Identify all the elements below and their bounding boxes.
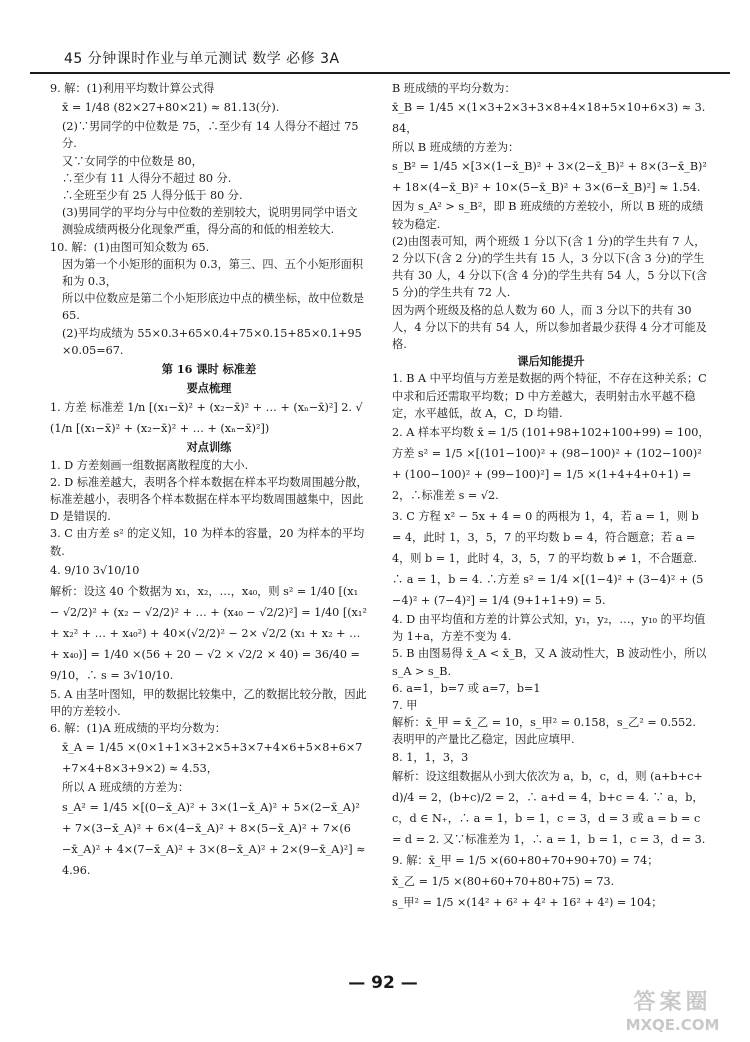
- q6-part2: (2)由图表可知，两个班级 1 分以下(含 1 分)的学生共有 7 人，2 分以下(含 2 分)的学生共有 15 人，3 分以下(含 3 分)的学生共有 30 人，4 分以下(含 4 分)的学生共有 54 人，5 分以下(含 5 分)的学生共有 72 人.: [392, 234, 708, 300]
- after-8-analysis: 解析：设这组数据从小到大依次为 a，b，c，d，则 (a+b+c+d)/4 = 2，(b+c)/2 = 2，∴ a+d = 4，b+c = 4. ∵ a，b，c，d ∈ N₊，∴ a = 1，b = 1，c = 3，d = 3 或 a = b = c = d = 2. 又∵标准差为 1，∴ a = 1，b = 1，c = 3，d = 3.: [392, 769, 706, 846]
- section-practice: 对点训练: [186, 440, 232, 455]
- practice-6-mean-a: x̄_A = 1/45 ×(0×1+1×3+2×5+3×7+4×6+5×8+6×7+7×4+8×3+9×2) ≈ 4.53，: [62, 741, 363, 776]
- q9-at-least-25: ∴全班至少有 25 人得分低于 80 分.: [62, 189, 243, 203]
- q6-conclusion: 因为两个班级及格的总人数为 60 人，而 3 分以下的共有 30 人，4 分以下的共有 54 人，所以参加者最少获得 4 分才可能及格.: [392, 303, 707, 352]
- q9-female-median: 又∵女同学的中位数是 80，: [62, 154, 203, 168]
- q9-formula-mean: x̄ = 1/48 (82×27+80×21) ≈ 81.13(分).: [62, 101, 280, 115]
- practice-6: 6. 解：(1)A 班成绩的平均分数为：: [50, 722, 226, 736]
- q6-mean-b: x̄_B = 1/45 ×(1×3+2×3+3×8+4×18+5×10+6×3) ≈ 3.84，: [392, 101, 706, 136]
- q9-heading: 9. 解：(1)利用平均数计算公式得: [50, 82, 215, 95]
- practice-4: 4. 9/10 3√10/10: [50, 563, 140, 577]
- site-watermark: [600, 990, 745, 1038]
- book-header: 45 分钟课时作业与单元测试 数学 必修 3A: [64, 51, 340, 67]
- right-column: [392, 80, 710, 970]
- after-5: 5. B 由图易得 x̄_A < x̄_B，又 A 波动性大，B 波动性小，所以 s_A > s_B.: [392, 647, 707, 678]
- q6-var-b: s_B² = 1/45 ×[3×(1−x̄_B)² + 3×(2−x̄_B)² + 8×(3−x̄_B)² + 18×(4−x̄_B)² + 10×(5−x̄_B)² + 3×(6−x̄_B)²] ≈ 1.54.: [392, 160, 707, 195]
- page-number: — 92 —: [348, 973, 418, 993]
- q9-at-least-11: ∴至少有 11 人得分不超过 80 分.: [62, 171, 232, 185]
- header-rule: [30, 72, 730, 74]
- practice-5: 5. A 由茎叶图知，甲的数据比较集中，乙的数据比较分散，因此甲的方差较小.: [50, 687, 367, 719]
- after-1: 1. B A 中平均值与方差是数据的两个特征，不存在这种关系；C 中求和后还需取平均数；D 中方差越大，表明射击水平越不稳定，水平越低，故 A，C，D 均错.: [392, 372, 707, 420]
- q6-compare: 因为 s_A² > s_B²，即 B 班成绩的方差较小，所以 B 班的成绩较为稳定.: [392, 200, 704, 231]
- after-4: 4. D 由平均值和方差的计算公式知，y₁，y₂，…，y₁₀ 的平均值为 1+a，方差不变为 4.: [392, 613, 706, 644]
- lesson-title: 第 16 课时 标准差: [161, 362, 257, 377]
- after-6: 6. a=1，b=7 或 a=7，b=1: [392, 681, 541, 695]
- after-9-mean-yi: x̄_乙 = 1/5 ×(80+60+70+80+75) = 73.: [392, 874, 615, 888]
- q6-var-b-label: 所以 B 班成绩的方差为：: [392, 141, 520, 155]
- q10-area: 因为第一个小矩形的面积为 0.3，第三、四、五个小矩形面积和为 0.3，: [62, 257, 364, 289]
- after-7-analysis: 解析：x̄_甲 = x̄_乙 = 10，s_甲² = 0.158，s_乙² = 0.552. 表明甲的产量比乙稳定，因此应填甲.: [392, 716, 696, 747]
- watermark-top: 答案圈: [633, 990, 712, 1015]
- after-9-var-jia: s_甲² = 1/5 ×(14² + 6² + 4² + 16² + 4²) = 104；: [392, 895, 663, 909]
- practice-2: 2. D 标准差越大，表明各个样本数据在样本平均数周围越分散，标准差越小，表明各个样本数据在样本平均数周围越集中，因此 D 是错误的.: [50, 475, 368, 524]
- q10-heading: 10. 解：(1)由图可知众数为 65.: [50, 240, 210, 254]
- after-3: 3. C 方程 x² − 5x + 4 = 0 的两根为 1，4，若 a = 1，则 b = 4，此时 1，3，5，7 的平均数 b = 4，符合题意；若 a = 4，则 b = 1，此时 4，3，5，7 的平均数 b ≠ 1，不合题意. ∴ a = 1，b = 4. ∴方差 s² = 1/4 ×[(1−4)² + (3−4)² + (5−4)² + (7−4)²] = 1/4 (9+1+1+9) = 5.: [392, 510, 704, 608]
- after-2: 2. A 样本平均数 x̄ = 1/5 (101+98+102+100+99) = 100，方差 s² = 1/5 ×[(101−100)² + (98−100)² + (102−100)² + (100−100)² + (99−100)²] = 1/5 ×(1+4+4+0+1) = 2，∴标准差 s = √2.: [392, 426, 710, 503]
- practice-1: 1. D 方差刻画一组数据离散程度的大小.: [50, 458, 249, 472]
- practice-6-var-a-label: 所以 A 班成绩的方差为：: [62, 781, 190, 795]
- after-8: 8. 1，1，3，3: [392, 750, 469, 764]
- q6-mean-b-label: B 班成绩的平均分数为：: [392, 82, 516, 95]
- section-after-class: 课后知能提升: [517, 354, 585, 369]
- left-column: [50, 80, 368, 970]
- watermark-bottom: MXQE.COM: [625, 1016, 720, 1034]
- q9-part2: (2)∵男同学的中位数是 75，∴至少有 14 人得分不超过 75 分.: [62, 120, 359, 151]
- key-points-answer: 1. 方差 标准差 1/n [(x₁−x̄)² + (x₂−x̄)² + … + (xₙ−x̄)²] 2. √(1/n [(x₁−x̄)² + (x₂−x̄)² + … + (xₙ−x̄)²]): [50, 401, 363, 436]
- q10-average: (2)平均成绩为 55×0.3+65×0.4+75×0.15+85×0.1+95×0.05=67.: [62, 326, 362, 357]
- q10-median: 所以中位数应是第二个小矩形底边中点的横坐标，故中位数是 65.: [62, 292, 365, 323]
- section-key-points: 要点梳理: [186, 381, 232, 396]
- practice-4-analysis: 解析：设这 40 个数据为 x₁，x₂，…，x₄₀，则 s² = 1/40 [(x₁ − √2/2)² + (x₂ − √2/2)² + … + (x₄₀ − √2/2)²] = 1/40 [(x₁² + x₂² + … + x₄₀²) + 40×(√2/2)² − 2× √2/2 (x₁ + x₂ + … + x₄₀)] = 1/40 ×(56 + 20 − √2 × √2/2 × 40) = 36/40 = 9/10，∴ s = 3√10/10.: [50, 584, 367, 682]
- practice-3: 3. C 由方差 s² 的定义知，10 为样本的容量，20 为样本的平均数.: [50, 527, 365, 558]
- after-7: 7. 甲: [392, 699, 418, 713]
- practice-6-var-a: s_A² = 1/45 ×[(0−x̄_A)² + 3×(1−x̄_A)² + 5×(2−x̄_A)² + 7×(3−x̄_A)² + 6×(4−x̄_A)² + 8×(5−x̄_A)² + 7×(6−x̄_A)² + 4×(7−x̄_A)² + 3×(8−x̄_A)² + 2×(9−x̄_A)²] ≈ 4.96.: [62, 800, 366, 877]
- after-9: 9. 解：x̄_甲 = 1/5 ×(60+80+70+90+70) = 74；: [392, 853, 659, 867]
- q9-part3: (3)男同学的平均分与中位数的差别较大，说明男同学中语文测验成绩两极分化现象严重，得分高的和低的相差较大.: [62, 206, 358, 237]
